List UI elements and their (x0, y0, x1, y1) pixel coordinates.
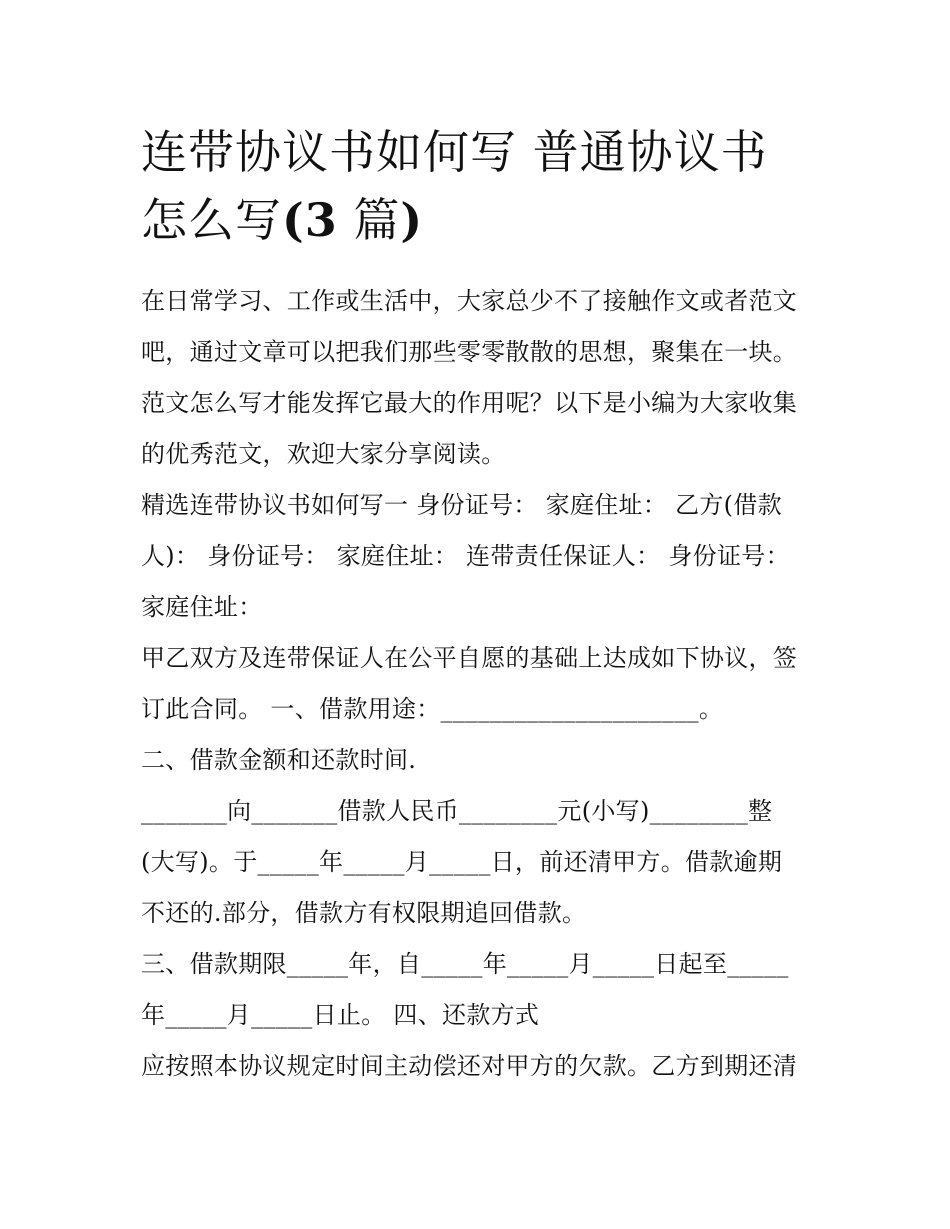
document-title (141, 118, 813, 254)
paragraph-parties: 精选连带协议书如何写一 身份证号： 家庭住址： 乙方(借款 人)： 身份证号： 家庭住址： 连带责任保证人： 身份证号： 家庭住址： (141, 491, 790, 621)
paragraph-loan-term: 三、借款期限_____年，自_____年_____月_____日起至_____ 年_____月_____日止。 四、还款方式 (141, 950, 789, 1029)
paragraph-intro: 在日常学习、工作或生活中，大家总少不了接触作文或者范文 吧，通过文章可以把我们那些零零散散的思想，聚集在一块。 范文怎么写才能发挥它最大的作用呢？以下是小编为大家收集 的优秀范文，欢迎大家分享阅读。 (141, 287, 798, 468)
paragraph-loan-amount: _______向_______借款人民币________元(小写)________整 (大写)。于_____年_____月_____日，前还清甲方。借款逾期 不还的.部分，借款方有权限期追回借款。 (141, 797, 783, 927)
title-line-2: 怎么写(3 篇) (141, 193, 424, 247)
paragraph-repayment: 应按照本协议规定时间主动偿还对甲方的欠款。乙方到期还清 (141, 1052, 798, 1080)
paragraph-agreement: 甲乙双方及连带保证人在公平自愿的基础上达成如下协议，签 订此合同。 一、借款用途：_____________________。 (141, 644, 798, 723)
document-page (141, 118, 813, 1092)
title-line-1: 连带协议书如何写 普通协议书 (141, 125, 768, 179)
paragraph-section-two-heading: 二、借款金额和还款时间. (141, 746, 417, 774)
document-body (141, 276, 813, 1092)
